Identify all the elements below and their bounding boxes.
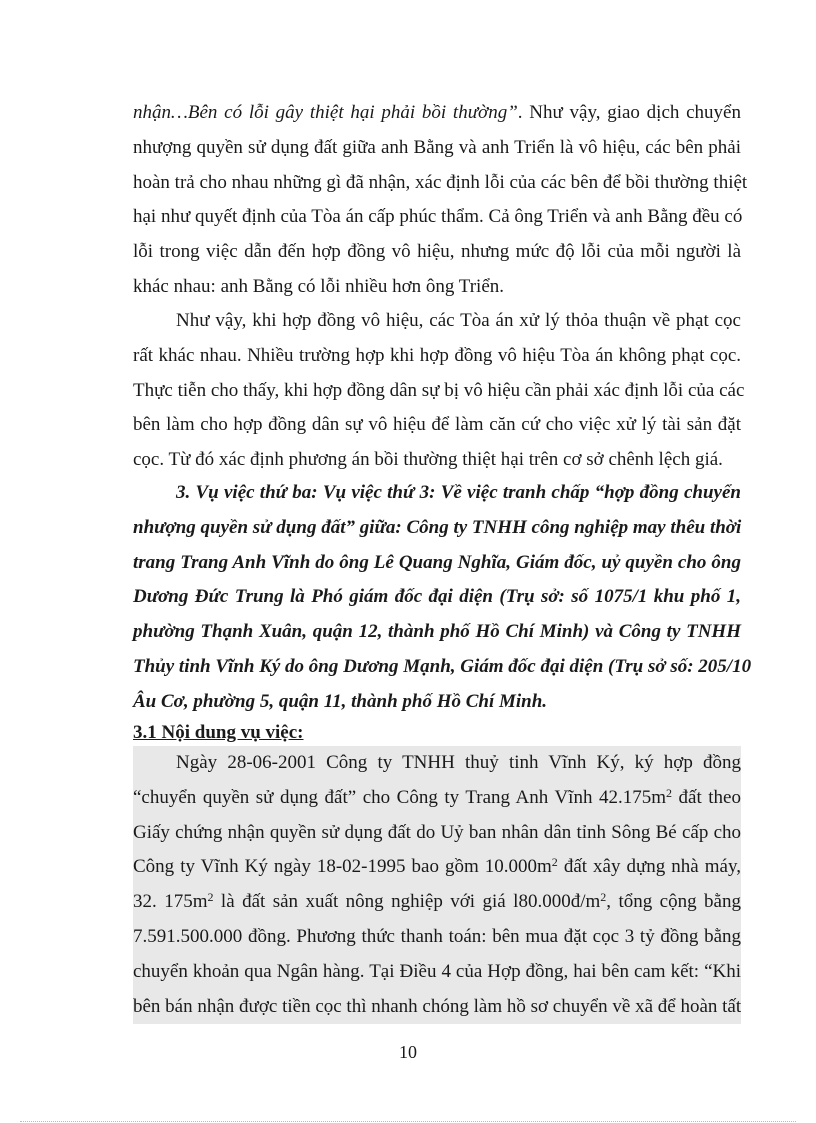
paragraph-1 — [133, 96, 748, 305]
text-line: nhận…Bên có lỗi gây thiệt hại phải bồi thường”. Như vậy, giao dịch chuyển — [133, 102, 741, 123]
text-line: bên làm cho hợp đồng dân sự vô hiệu để làm căn cứ cho việc xử lý tài sản đặt — [133, 414, 741, 436]
page-number: 10 — [399, 1042, 417, 1062]
text-line: khác nhau: anh Bằng có lỗi nhiều hơn ông Triển. — [133, 275, 505, 297]
page-bottom-rule — [20, 1121, 796, 1122]
text-line: Ngày 28-06-2001 Công ty TNHH thuỷ tinh Vĩnh Ký, ký hợp đồng — [176, 752, 741, 773]
text-line: lỗi trong việc dẫn đến hợp đồng vô hiệu, nhưng mức độ lỗi của mỗi người là — [133, 241, 741, 263]
text-line: Như vậy, khi hợp đồng vô hiệu, các Tòa án xử lý thỏa thuận về phạt cọc — [176, 310, 741, 331]
text-line: 32. $175m^2$ là đất sản xuất nông nghiệp với giá $l80.000đ/m^2$, tổng cộng bằng — [133, 890, 741, 913]
text-line: trang Trang Anh Vĩnh do ông Lê Quang Nghĩa, Giám đốc, uỷ quyền cho ông — [133, 551, 741, 573]
text-line: 3. Vụ việc thứ ba: Vụ việc thứ 3: Về việc tranh chấp “hợp đồng chuyển — [176, 482, 741, 503]
section-heading: 3.1 Nội dung vụ việc: — [133, 722, 304, 743]
case-3-title — [133, 476, 752, 720]
text-line: nhượng quyền sử dụng đất giữa anh Bằng và anh Triển là vô hiệu, các bên phải — [133, 136, 741, 158]
text-line: hoàn trả cho nhau những gì đã nhận, xác định lỗi của các bên để bồi thường thiệt — [133, 171, 748, 193]
text-line: Dương Đức Trung là Phó giám đốc đại diện (Trụ sở: số 1075/1 khu phố 1, — [133, 586, 741, 608]
text-line: nhượng quyền sử dụng đất” giữa: Công ty TNHH công nghiệp may thêu thời — [133, 516, 742, 538]
text-line: Âu Cơ, phường 5, quận 11, thành phố Hồ Chí Minh. — [133, 690, 548, 712]
text-line: Thực tiễn cho thấy, khi hợp đồng dân sự bị vô hiệu cần phải xác định lỗi của các — [133, 379, 745, 401]
paragraph-2 — [133, 304, 745, 478]
text-line: 7.591.500.000 đồng. Phương thức thanh toán: bên mua đặt cọc 3 tỷ đồng bằng — [133, 925, 741, 947]
text-line: cọc. Từ đó xác định phương án bồi thường thiệt hại trên cơ sở chênh lệch giá. — [133, 449, 723, 471]
text-line: Công ty Vĩnh Ký ngày 18-02-1995 bao gồm $10.000m^2$ đất xây dựng nhà máy, — [133, 855, 741, 878]
text-line: Thủy tinh Vĩnh Ký do ông Dương Mạnh, Giám đốc đại diện (Trụ sở số: 205/10 — [133, 655, 752, 677]
text-line: chuyển khoản qua Ngân hàng. Tại Điều 4 của Hợp đồng, hai bên cam kết: “Khi — [133, 960, 741, 982]
text-line: Giấy chứng nhận quyền sử dụng đất do Uỷ ban nhân dân tỉnh Sông Bé cấp cho — [133, 821, 741, 843]
paragraph-3 — [133, 746, 741, 1024]
text-line: hại như quyết định của Tòa án cấp phúc thẩm. Cả ông Triển và anh Bằng đều có — [133, 206, 743, 228]
text-line: phường Thạnh Xuân, quận 12, thành phố Hồ Chí Minh) và Công ty TNHH — [133, 621, 741, 643]
italic-quote: nhận…Bên có lỗi gây thiệt hại phải bồi thường” — [133, 102, 518, 123]
text-line: rất khác nhau. Nhiều trường hợp khi hợp đồng vô hiệu Tòa án không phạt cọc. — [133, 344, 741, 366]
text-line: “chuyển quyền sử dụng đất” cho Công ty Trang Anh Vĩnh $42.175m^2$ đất theo — [133, 785, 741, 808]
text-line: bên bán nhận được tiền cọc thì nhanh chóng làm hồ sơ chuyển về xã để hoàn tất — [133, 995, 742, 1017]
